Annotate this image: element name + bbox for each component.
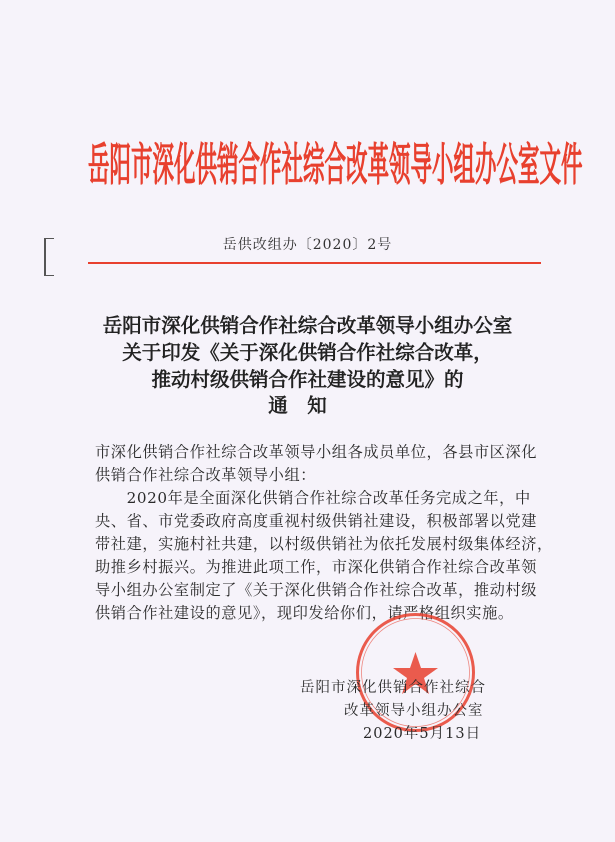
body-line: 助推乡村振兴。为推进此项工作，市深化供销合作社综合改革领 [95, 558, 538, 576]
body-line: 供销合作社建设的意见》，现印发给你们，请严格组织实施。 [95, 604, 514, 622]
signature-org-line: 改革领导小组办公室 [344, 703, 484, 719]
document-header-title: 岳阳市深化供销合作社综合改革领导小组办公室文件 [88, 140, 583, 193]
signature-org-line: 岳阳市深化供销合作社综合 [300, 680, 486, 696]
notice-title-line: 通 知 [268, 394, 327, 417]
body-line: 导小组办公室制定了《关于深化供销合作社综合改革，推动村级 [95, 581, 538, 599]
body-line: 供销合作社综合改革领导小组： [95, 466, 317, 484]
body-line: 2020年是全面深化供销合作社综合改革任务完成之年，中 [95, 489, 531, 507]
signature-date: 2020年5月13日 [363, 726, 482, 742]
notice-title-line: 关于印发《关于深化供销合作社综合改革， [122, 341, 493, 364]
body-line: 央、省、市党委政府高度重视村级供销社建设，积极部署以党建 [95, 512, 538, 530]
red-divider-line [88, 262, 541, 264]
notice-title-line: 推动村级供销合作社建设的意见》的 [151, 368, 464, 391]
document-number: 岳供改组办〔2020〕2号 [222, 237, 393, 253]
notice-title-line: 岳阳市深化供销合作社综合改革领导小组办公室 [102, 314, 513, 337]
body-line: 市深化供销合作社综合改革领导小组各成员单位，各县市区深化 [95, 443, 538, 461]
body-line: 带社建，实施村社共建，以村级供销社为依托发展村级集体经济， [95, 535, 553, 553]
